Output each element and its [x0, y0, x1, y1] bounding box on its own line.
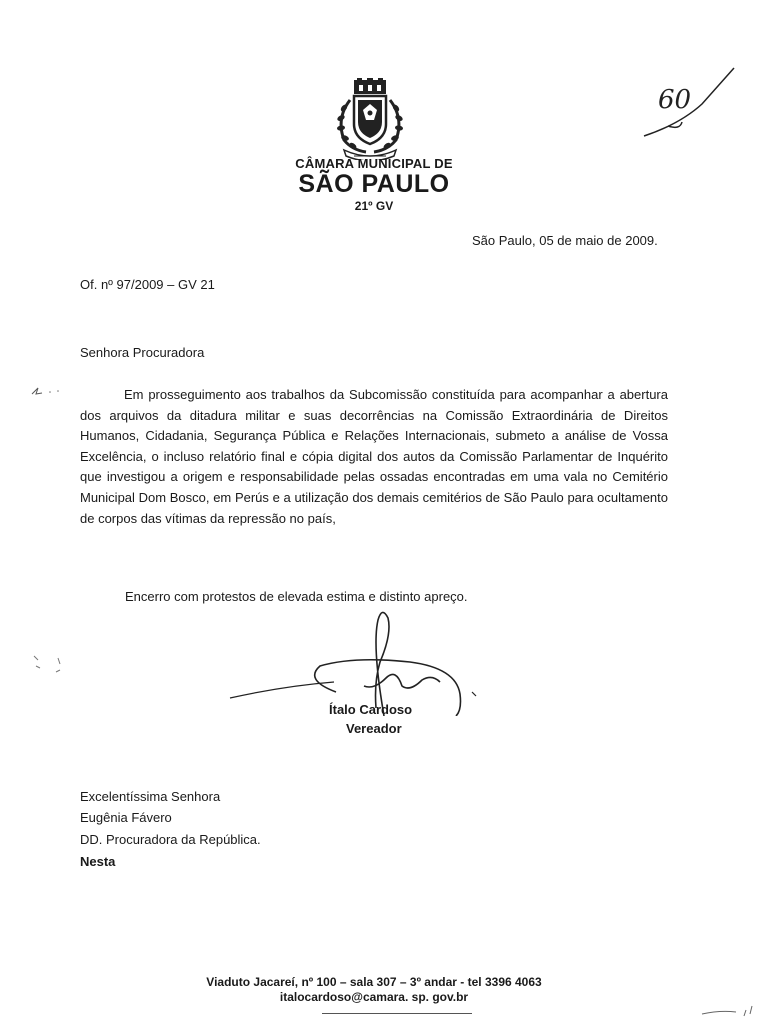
letter-body: Em prosseguimento aos trabalhos da Subcomissão constituída para acompanhar a abertura dos arquivos da ditadura militar e suas decorrências na Comissão Extraordinária de Direitos Humanos, Cidadania, Segurança Pública e Relações Internacionais, submeto a análise de Vossa Excelência, o incluso relatório final e cópia digital dos autos da Comissão Parlamentar de Inquérito que investigou a origem e responsabilidade pelas ossadas encontradas em uma vala no Cemitério Municipal Dom Bosco, em Perús e a utilização dos demais cemitérios de São Paulo para ocultamento de corpos das vítimas da repressão no país, — [80, 387, 668, 526]
handwritten-signature — [224, 606, 484, 716]
salutation: Senhora Procuradora — [80, 345, 205, 360]
header-line-1: CÂMARA MUNICIPAL DE — [295, 156, 453, 171]
recipient-title: Excelentíssima Senhora — [80, 789, 221, 804]
closing-line: Encerro com protestos de elevada estima e distinto apreço. — [125, 589, 468, 604]
signatory-role: Vereador — [346, 721, 402, 736]
recipient-location: Nesta — [80, 854, 116, 869]
coat-of-arms-emblem — [330, 78, 410, 160]
header-city-name: SÃO PAULO — [298, 170, 450, 198]
footer-rule — [322, 1013, 472, 1014]
header-office: 21º GV — [354, 199, 394, 213]
margin-scribble — [30, 384, 70, 398]
corner-scribble — [700, 1000, 760, 1020]
footer-email: italocardoso@camara. sp. gov.br — [279, 990, 469, 1004]
recipient-name: Eugênia Fávero — [80, 810, 172, 825]
page-number-text: 60 — [658, 85, 692, 115]
letter-date: São Paulo, 05 de maio de 2009. — [472, 233, 658, 248]
handwritten-page-number — [640, 64, 740, 144]
signatory-name: Ítalo Cardoso — [329, 702, 413, 717]
recipient-position: DD. Procuradora da República. — [80, 832, 261, 847]
footer-address: Viaduto Jacareí, nº 100 – sala 307 – 3º andar - tel 3396 4063 — [206, 975, 542, 989]
letter-reference: Of. nº 97/2009 – GV 21 — [80, 277, 215, 292]
margin-scribble — [30, 652, 70, 678]
